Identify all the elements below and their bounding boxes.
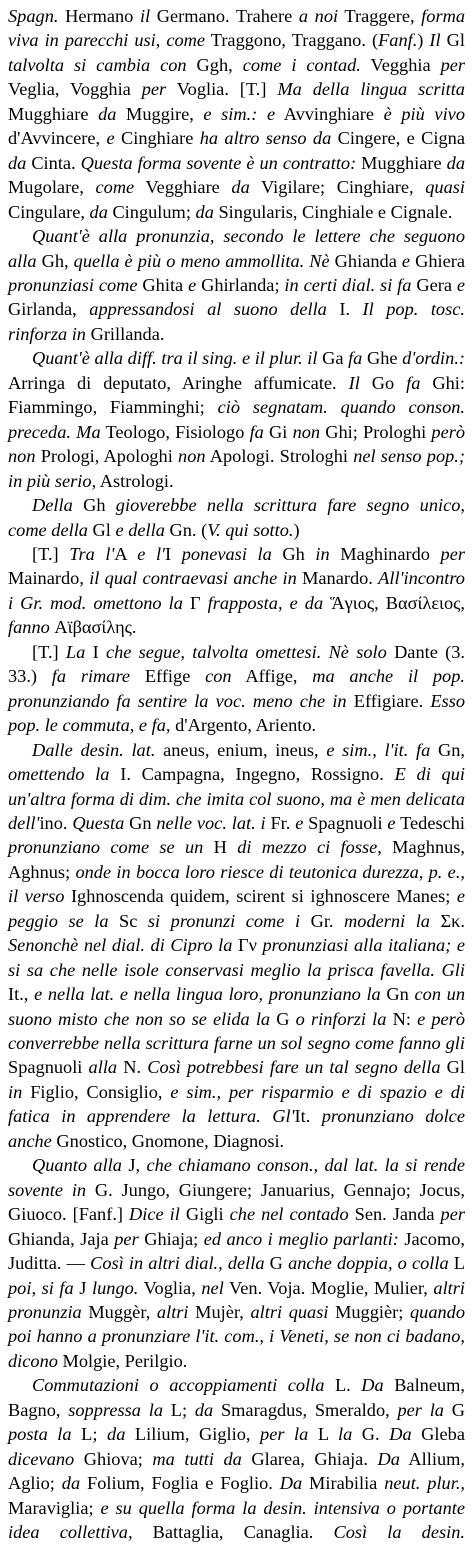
italic-text-run: Da	[361, 1375, 384, 1396]
roman-text-run: Allium, Aglio;	[8, 1448, 465, 1494]
italic-text-run: e nella lat. e nella lingua loro, pronunziano la	[34, 984, 381, 1005]
roman-text-run: N.	[117, 1057, 148, 1078]
roman-text-run: Germano. Trahere	[150, 6, 299, 26]
roman-text-run: J	[73, 1277, 93, 1298]
italic-text-run: pronunziano dolce anche	[8, 1106, 465, 1151]
italic-text-run: che chiamano conson., dal lat. la si rende sovente in	[8, 1155, 465, 1200]
italic-text-run: fanno	[8, 617, 50, 638]
roman-text-run: Effige	[130, 666, 206, 687]
italic-text-run: e	[387, 812, 396, 833]
roman-text-run: Sc	[108, 910, 148, 931]
italic-text-run: non	[178, 446, 206, 467]
italic-text-run: e sim.,	[326, 739, 377, 760]
roman-text-run: J,	[121, 1155, 147, 1176]
italic-text-run: alla	[88, 1057, 118, 1078]
roman-text-run: Gl	[440, 30, 465, 51]
roman-text-run: Astrologi.	[96, 470, 174, 491]
paragraph	[8, 542, 465, 640]
italic-text-run: o rinforzi la	[295, 1008, 387, 1029]
italic-text-run: neut. plur.,	[384, 1473, 466, 1494]
roman-text-run: Mujèr,	[188, 1302, 251, 1323]
italic-text-run: e però converrebbe nella scrittura farne un sol segno come fanno gli	[8, 1008, 465, 1054]
paragraph	[8, 346, 465, 493]
italic-text-run: gioverebbe nella scrittura fare segno unico, come della	[8, 495, 465, 540]
roman-text-run: Smaragdus, Smeraldo,	[213, 1399, 398, 1420]
italic-text-run: altri quasi	[250, 1302, 329, 1323]
italic-text-run: per la	[260, 1424, 309, 1445]
roman-text-run: Γ	[182, 592, 208, 613]
italic-text-run: con	[205, 666, 232, 687]
italic-text-run: Così potrebbesi fare un tal segno della	[147, 1057, 441, 1078]
roman-text-run: Gleba	[411, 1424, 465, 1445]
italic-text-run: nel	[201, 1277, 224, 1298]
italic-text-run: il qual contraevasi anche in	[89, 568, 297, 589]
roman-text-run: G	[270, 1008, 296, 1029]
roman-text-run: L	[448, 1253, 465, 1274]
roman-text-run: H	[203, 837, 238, 858]
italic-text-run: da	[446, 152, 465, 173]
italic-text-run: Quant'è alla diff. tra il sing. e il plur. il	[32, 348, 318, 369]
italic-text-run: pronunziasi alla italiana; e si sa che nelle isole conservasi meglio la prisca favella. Gli	[8, 935, 466, 980]
italic-text-run: Spagn.	[8, 6, 59, 26]
paragraph	[8, 738, 465, 1154]
roman-text-run: Muggire,	[116, 103, 204, 124]
italic-text-run: in	[8, 1081, 23, 1102]
italic-text-run: che nel contado	[229, 1204, 349, 1225]
italic-text-run: nel senso pop.; in più serio,	[8, 446, 465, 491]
italic-text-run: Il	[429, 30, 441, 51]
italic-text-run: ciò segnatam. quando conson. preceda. Ma	[8, 397, 465, 442]
italic-text-run: da	[231, 177, 250, 198]
roman-text-run: Go	[359, 372, 407, 393]
roman-text-run: Balneum, Bagno,	[8, 1375, 466, 1420]
roman-text-run: Ven. Voja. Moglie, Mulier,	[223, 1277, 434, 1298]
italic-text-run: ma tutti da	[152, 1448, 242, 1469]
roman-text-run: Mugghiare	[356, 152, 447, 173]
roman-text-run: Mugolare,	[8, 177, 96, 198]
italic-text-run: da	[98, 103, 117, 124]
italic-text-run: Fanf.	[378, 30, 418, 51]
roman-text-run: Ghiova;	[74, 1448, 153, 1469]
roman-text-run: Lilium, Giglio,	[125, 1424, 261, 1445]
italic-text-run: All'incontro i Gr. mod. omettono la	[8, 568, 465, 613]
italic-text-run: quasi	[425, 177, 465, 198]
roman-text-run: Gr.	[300, 910, 345, 931]
roman-text-run: [T.]	[32, 641, 66, 662]
italic-text-run: a noi	[298, 6, 339, 26]
roman-text-run: Ighnoscenda quidem, scirent si ighnoscere Manes;	[64, 886, 457, 907]
italic-text-run: Il	[348, 372, 360, 393]
roman-text-run: )	[293, 519, 300, 540]
italic-text-run: Da	[279, 1473, 303, 1494]
italic-text-run: Così la desin.	[333, 1522, 465, 1543]
italic-text-run: Esso pop. le commuta, e fa,	[8, 690, 466, 736]
italic-text-run: Dice il	[129, 1204, 180, 1225]
italic-text-run: forma viva in parecchi usi, come	[8, 6, 465, 51]
roman-text-run: Fr.	[265, 812, 296, 833]
italic-text-run: e della	[115, 519, 165, 540]
italic-text-run: non	[292, 421, 321, 442]
italic-text-run: si pronunzi come i	[147, 910, 301, 931]
italic-text-run: ha altro senso da	[199, 128, 332, 149]
paragraph	[8, 1373, 465, 1544]
roman-text-run: Maghnus, Aghnus;	[8, 837, 466, 882]
italic-text-run: Da	[377, 1448, 400, 1469]
roman-text-run: Figlio, Consiglio,	[22, 1081, 171, 1102]
roman-text-run: d'Avvincere,	[8, 128, 107, 149]
roman-text-run: Glarea, Ghiaja.	[241, 1448, 378, 1469]
roman-text-run: L;	[163, 1399, 195, 1420]
roman-text-run: Γν	[232, 935, 263, 956]
roman-text-run: N:	[386, 1008, 418, 1029]
italic-text-run: in	[315, 543, 330, 564]
roman-text-run: Muggièr;	[328, 1302, 410, 1323]
italic-text-run: poi, si fa	[8, 1277, 74, 1298]
italic-text-run: per	[114, 1228, 139, 1249]
roman-text-run: )	[417, 30, 430, 51]
roman-text-run: Ggh,	[186, 54, 243, 75]
roman-text-run: L.	[324, 1375, 362, 1396]
italic-text-run: ponevasi la	[181, 543, 272, 564]
roman-text-run: aneus, enium, ineus,	[155, 739, 327, 760]
roman-text-run: Ghianda	[329, 250, 402, 271]
italic-text-run: anche doppia, o colla	[288, 1253, 449, 1274]
roman-text-run: Spagnuoli	[303, 812, 388, 833]
italic-text-run: e sim., per risparmio e di spazio e di fatica in apprendere la lettura. Gl'	[8, 1081, 465, 1127]
roman-text-run: Cingere, e Cigna	[331, 128, 465, 149]
italic-text-run: fa	[406, 372, 421, 393]
roman-text-run: Gnostico, Gnomone, Diagnosi.	[51, 1130, 285, 1151]
italic-text-run: ma anche il pop. pronunziando fa sentire la voc. meno che in	[8, 666, 465, 711]
roman-text-run: A	[114, 543, 138, 564]
italic-text-run: però non	[8, 421, 466, 467]
italic-text-run: fa	[249, 421, 264, 442]
italic-text-run: per	[440, 1204, 465, 1225]
italic-text-run: da	[8, 152, 27, 173]
roman-text-run: Muggèr,	[81, 1302, 157, 1323]
roman-text-run: Jacomo, Juditta. —	[8, 1228, 466, 1274]
italic-text-run: Tra l'	[69, 543, 115, 564]
roman-text-run: L;	[71, 1424, 108, 1445]
roman-text-run: Battaglia, Canaglia.	[132, 1522, 334, 1543]
italic-text-run: quella è più o meno ammollita. Nè	[73, 250, 330, 271]
italic-text-run: Senonchè nel dial. di Cipro la	[8, 935, 233, 956]
roman-text-run: Ἅγιος, Βασίλειος,	[323, 592, 466, 613]
roman-text-run: I.	[326, 299, 363, 320]
italic-text-run: e sim.: e	[203, 103, 276, 124]
roman-text-run: Apologi. Strologhi	[205, 446, 354, 467]
italic-text-run: lungo.	[92, 1277, 139, 1298]
roman-text-run: Spagnuoli	[8, 1057, 89, 1078]
italic-text-run: altri	[156, 1302, 189, 1323]
roman-text-run: Gi	[263, 421, 293, 442]
roman-text-run: Gn	[124, 812, 157, 833]
roman-text-run: Maghinardo	[329, 543, 441, 564]
italic-text-run: La	[65, 641, 86, 662]
italic-text-run: da	[61, 1473, 81, 1494]
italic-text-run: Dalle desin. lat.	[32, 739, 156, 760]
roman-text-run: d'Argento, Ariento.	[170, 715, 317, 736]
roman-text-run: I	[85, 641, 106, 662]
italic-text-run: pronunziasi come	[8, 274, 138, 295]
italic-text-run: talvolta si cambia con	[8, 54, 187, 75]
italic-text-run: Commutazioni o accoppiamenti colla	[32, 1375, 325, 1396]
roman-text-run: Cingulum;	[107, 201, 196, 222]
roman-text-run: It.,	[8, 984, 35, 1005]
roman-text-run: Mainardo,	[8, 568, 90, 589]
roman-text-run: G.	[352, 1424, 390, 1445]
italic-text-run: soppressa la	[68, 1399, 163, 1420]
italic-text-run: pronunziano come se un	[8, 837, 204, 858]
roman-text-run: Cinghiare	[114, 128, 200, 149]
italic-text-run: la	[337, 1424, 353, 1445]
roman-text-run: Ga	[317, 348, 349, 369]
roman-text-run: ino.	[39, 812, 73, 833]
roman-text-run: G	[264, 1253, 289, 1274]
roman-text-run: Dante (3. 33.)	[8, 641, 465, 687]
italic-text-run: nelle voc. lat. i	[156, 812, 266, 833]
roman-text-run: [T.]	[32, 543, 70, 564]
italic-text-run: posta la	[8, 1424, 72, 1445]
roman-text-run: Ghita	[137, 274, 189, 295]
roman-text-run: Grillanda.	[85, 323, 165, 344]
paragraph	[8, 4, 465, 224]
italic-text-run: appressandosi al suono della	[89, 299, 327, 320]
italic-text-run: per	[141, 79, 167, 100]
roman-text-run: Gera	[411, 274, 457, 295]
italic-text-run: Il pop. tosc. rinforza in	[8, 299, 465, 344]
italic-text-run: in certi dial. si fa	[284, 274, 412, 295]
italic-text-run: da	[194, 1399, 214, 1420]
roman-text-run: L	[308, 1424, 338, 1445]
italic-text-run: e	[401, 250, 411, 271]
italic-text-run: per	[440, 543, 465, 564]
roman-text-run: Ghi: Fiammingo, Fiamminghi;	[8, 372, 466, 418]
roman-text-run: Gn,	[430, 739, 465, 760]
italic-text-run: Quanto alla	[32, 1155, 122, 1176]
roman-text-run: Voglia,	[138, 1277, 202, 1298]
roman-text-run	[377, 740, 385, 760]
italic-text-run: da	[89, 201, 108, 222]
italic-text-run: che segue, talvolta omettesi. Nè solo	[105, 641, 387, 662]
roman-text-run: Traggono, Traggano. (	[205, 30, 379, 51]
italic-text-run: da	[195, 201, 214, 222]
italic-text-run: V. qui sotto.	[207, 519, 294, 540]
italic-text-run: per	[440, 54, 466, 75]
roman-text-run: Sen. Janda	[348, 1204, 441, 1225]
italic-text-run: quando poi hanno a pronunziare l'it. com., i Veneti, se non ci badano, dicono	[8, 1302, 466, 1371]
roman-text-run: Vegghia	[360, 54, 441, 75]
italic-text-run: d'ordin.:	[402, 348, 466, 369]
italic-text-run: onde in bocca loro riesce di teutonica durezza, p. e., il verso	[8, 861, 465, 907]
italic-text-run: e peggio se la	[8, 886, 465, 931]
paragraph	[8, 1153, 465, 1373]
roman-text-run: Affige,	[231, 666, 313, 687]
roman-text-run: Ghianda, Jaja	[8, 1228, 115, 1249]
roman-text-run: Cingulare,	[8, 201, 90, 222]
roman-text-run: Mirabilia	[302, 1473, 385, 1494]
roman-text-run: G	[443, 1399, 465, 1420]
roman-text-run: Prologi, Apologhi	[35, 446, 179, 467]
italic-text-run: e	[456, 274, 466, 295]
roman-text-run: Voglia. [T.]	[166, 79, 278, 100]
italic-text-run: di mezzo ci fosse,	[237, 837, 382, 858]
roman-text-run: Σκ.	[429, 910, 465, 931]
italic-text-run: frapposta, e da	[207, 592, 324, 613]
italic-text-run: come	[95, 177, 135, 198]
roman-text-run: Folium, Foglia e Foglio.	[80, 1473, 280, 1494]
italic-text-run: e	[188, 274, 197, 295]
roman-text-run: It.	[294, 1106, 322, 1127]
italic-text-run: ed anco i meglio parlanti:	[203, 1228, 399, 1249]
roman-text-run: Maraviglia;	[8, 1497, 101, 1518]
italic-text-run: come i contad.	[242, 54, 361, 75]
roman-text-run: Gn. (	[164, 519, 208, 540]
roman-text-run: Vegghiare	[134, 177, 232, 198]
roman-text-run: I. Campagna, Ingegno, Rossigno.	[109, 764, 395, 785]
roman-text-run: Gh,	[36, 250, 74, 271]
italic-text-run: Questa forma sovente è un contratto:	[80, 152, 357, 173]
roman-text-run: Effigiare.	[346, 690, 431, 711]
roman-text-run: Ghe	[362, 348, 403, 369]
roman-text-run: Ghirlanda;	[196, 274, 285, 295]
italic-text-run: il	[139, 6, 151, 26]
roman-text-run: Teologo, Fisiologo	[100, 421, 250, 442]
roman-text-run: Ghiera	[410, 250, 466, 271]
roman-text-run: Veglia, Vogghia	[8, 79, 142, 100]
italic-text-run: e	[295, 812, 304, 833]
roman-text-run: Mugghiare	[8, 103, 99, 124]
italic-text-run: fa	[348, 348, 363, 369]
roman-text-run: Ghiaja;	[138, 1228, 204, 1249]
roman-text-run: Avvinghiare	[275, 103, 384, 124]
roman-text-run: Ghi; Prologhi	[320, 421, 432, 442]
roman-text-run: Molgie, Perilgio.	[57, 1350, 188, 1371]
italic-text-run: Questa	[72, 812, 125, 833]
roman-text-run: Traggere,	[338, 6, 422, 26]
roman-text-run: Cinta.	[26, 152, 81, 173]
roman-text-run: Tedeschi	[395, 812, 466, 833]
italic-text-run: da	[107, 1424, 126, 1445]
roman-text-run: Hermano	[58, 6, 140, 26]
italic-text-run: dicevano	[8, 1448, 75, 1469]
italic-text-run: Quant'è alla pronunzia, secondo le lettere che seguono alla	[8, 226, 465, 271]
italic-text-run: moderni la	[344, 910, 430, 931]
roman-text-run: Arringa di deputato, Aringhe affumicate.	[8, 372, 349, 393]
paragraph	[8, 640, 465, 738]
italic-text-run: E di qui un'altra forma di dim. che imita col suono, ma è men delicata dell'	[8, 764, 465, 833]
roman-text-run: Gl	[87, 519, 116, 540]
italic-text-run: per la	[397, 1399, 444, 1420]
italic-text-run: fa rimare	[51, 666, 131, 687]
roman-text-run: Girlanda,	[8, 299, 90, 320]
roman-text-run: Gh	[271, 543, 316, 564]
italic-text-run: e su quella forma la desin. intensiva o portante idea collettiva,	[8, 1497, 465, 1543]
roman-text-run: Gl	[440, 1057, 465, 1078]
italic-text-run: Da	[389, 1424, 412, 1445]
italic-text-run: Così in altri dial., della	[90, 1253, 265, 1274]
roman-text-run: Gh	[72, 495, 116, 516]
italic-text-run: e	[106, 128, 115, 149]
roman-text-run: Singularis, Cinghiale e Cignale.	[213, 201, 453, 222]
paragraph	[8, 493, 465, 542]
italic-text-run: Della	[32, 495, 73, 516]
roman-text-run: G. Jungo, Giungere; Januarius, Gennajo; Jocus, Giuoco. [Fanf.]	[8, 1179, 465, 1225]
italic-text-run: omettendo la	[8, 764, 110, 785]
italic-text-run: è più vivo	[383, 103, 465, 124]
italic-text-run: e l'	[137, 543, 165, 564]
italic-text-run: Ma della lingua scritta	[277, 79, 465, 100]
roman-text-run: Vigilare; Cinghiare,	[249, 177, 426, 198]
italic-text-run: altri pronunzia	[8, 1277, 465, 1323]
italic-text-run: con un suono misto che non so se elida la	[8, 984, 466, 1029]
roman-text-run: Gn	[380, 984, 415, 1005]
paragraph	[8, 224, 465, 346]
italic-text-run: l'it. fa	[384, 739, 431, 760]
roman-text-run: Manardo.	[296, 568, 379, 589]
roman-text-run: I	[164, 543, 182, 564]
roman-text-run: Gigli	[179, 1204, 230, 1225]
roman-text-run: Αϊβασίλης.	[49, 617, 137, 638]
